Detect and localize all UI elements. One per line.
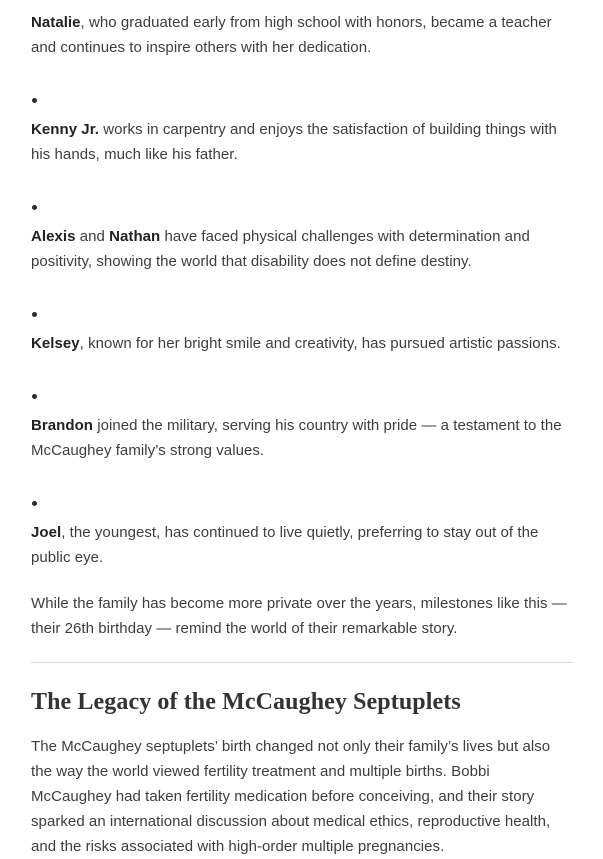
list-item-text (31, 10, 573, 60)
person-name: Nathan (109, 228, 161, 245)
person-description: , who graduated early from high school with honors, became a teacher and continues to inspire others with her dedication. (31, 14, 552, 56)
list-item-alexis-nathan (31, 205, 573, 274)
section-paragraph: The McCaughey septuplets’ birth changed not only their family’s lives but also the way the world viewed fertility treatment and multiple births. Bobbi McCaughey had taken fertility medication before conceiving, and their story sparked an international discussion about medical ethics, reproductive health, and the risks associated with high-order multiple pregnancies. (31, 738, 551, 855)
list-item-natalie (31, 0, 573, 60)
list-item-text (31, 413, 573, 463)
person-description: , the youngest, has continued to live quietly, preferring to stay out of the public eye. (31, 524, 539, 566)
bullet-icon (32, 98, 37, 103)
list-item-text (31, 224, 573, 274)
closing-paragraph: While the family has become more private over the years, milestones like this — their 26th birthday — remind the world of their remarkable story. (31, 595, 567, 637)
person-name: Joel (31, 524, 62, 541)
person-name: Natalie (31, 14, 81, 31)
list-item-kelsey (31, 312, 573, 356)
bullet-icon (32, 205, 37, 210)
name-joiner: and (75, 228, 110, 245)
person-name: Kelsey (31, 335, 80, 352)
person-name: Brandon (31, 417, 94, 434)
person-name: Alexis (31, 228, 76, 245)
list-item-brandon (31, 394, 573, 463)
list-item-text (31, 117, 573, 167)
section-heading: The Legacy of the McCaughey Septuplets (31, 689, 461, 715)
list-item-kenny (31, 98, 573, 167)
person-name: Kenny Jr. (31, 121, 99, 138)
person-description: works in carpentry and enjoys the satisfaction of building things with his hands, much like his father. (31, 121, 557, 163)
bullet-icon (32, 501, 37, 506)
bullet-icon (32, 394, 37, 399)
person-description: , known for her bright smile and creativity, has pursued artistic passions. (79, 335, 561, 352)
article-content (31, 0, 573, 859)
list-item-joel (31, 501, 573, 570)
person-description: have faced physical challenges with determination and positivity, showing the world that disability does not define destiny. (31, 228, 530, 270)
bullet-icon (32, 312, 37, 317)
list-item-text (31, 331, 573, 356)
person-description: joined the military, serving his country with pride — a testament to the McCaughey family’s strong values. (31, 417, 562, 459)
list-item-text (31, 520, 573, 570)
